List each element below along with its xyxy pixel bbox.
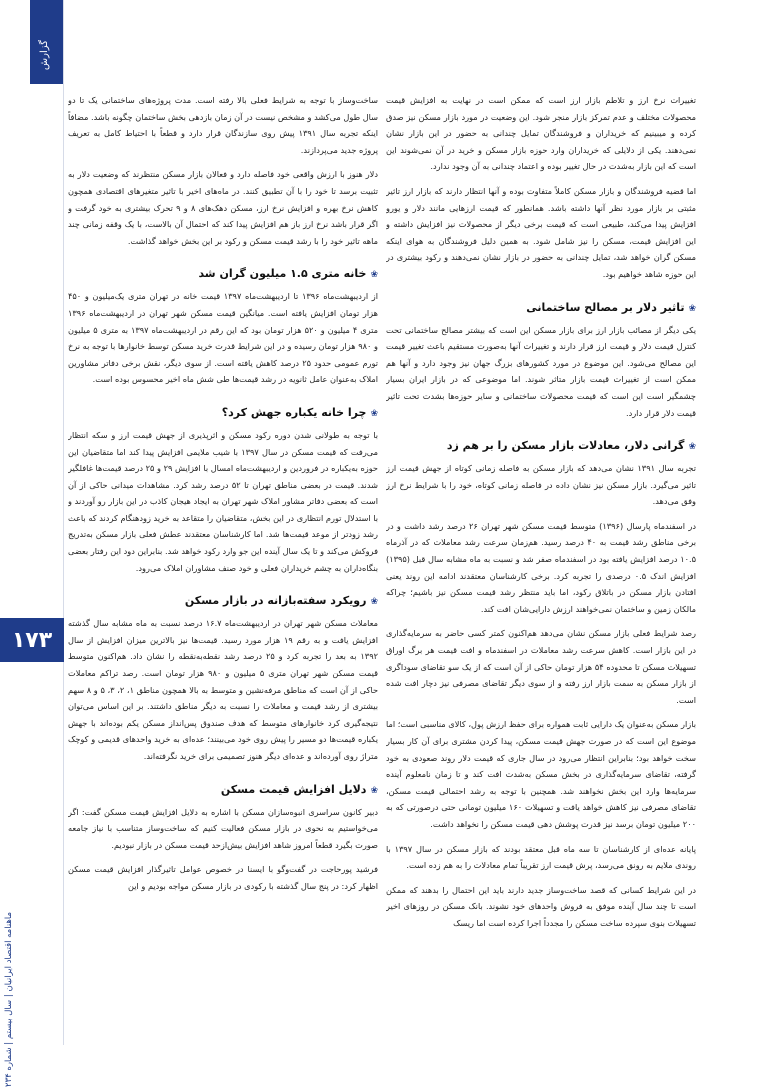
section-heading: ❀دلایل افزایش قیمت مسکن: [220, 782, 378, 796]
page-number-box: [0, 618, 64, 662]
paragraph: بازار مسکن به‌عنوان یک دارایی ثابت همواره برای حفظ ارزش پول، کالای مناسبی است؛ اما موضوع این است که در صورت جهش قیمت مسکن، پیدا کردن مشتری برای آن کار بسیار سخت خواهد بود؛ بنابراین انتظار می‌رود در سال جاری که قیمت دلار روند صعودی به خود گرفته، تقاضای سرمایه‌گذاری در بخش مسکن به‌شدت افت کند و تا زمان نامعلوم آینده سرمایه‌ها وارد این بخش نخواهند شد. همچنین با توجه به رشد احتمالی قیمت مسکن، تقاضای مصرفی نیز کاهش خواهد یافت و تسهیلات ۱۶۰ میلیون تومانی حتی درصورتی که به ۲۰۰ میلیون تومان برسد نیز قدرت پوشش دهی قیمت مسکن را نخواهد داشت.: [386, 719, 696, 829]
bullet-icon: ❀: [688, 442, 696, 453]
paragraph: از اردیبهشت‌ماه ۱۳۹۶ تا اردیبهشت‌ماه ۱۳۹۷ قیمت خانه در تهران متری یک‌میلیون و ۴۵۰ هزار تومان افزایش یافته است. میانگین قیمت مسکن شهر تهران در اردیبهشت‌ماه ۱۳۹۶ متری ۴ میلیون و ۵۲۰ هزار تومان بود که این رقم در اردیبهشت‌ماه ۱۳۹۷ به متری ۵ میلیون و ۹۸۰ هزار تومان رسیده و در این شرایط قدرت خرید مسکن توسط خانوارها با توجه به نرخ تورم عمومی حدود ۲۵ درصد کاهش یافته است. از سوی دیگر، نقش برخی دفاتر مشاورین املاک به‌عنوان عامل ثانویه در رشد قیمت‌ها طی شش ماه اخیر محسوس بوده است.: [68, 291, 378, 385]
paragraph: تجربه سال ۱۳۹۱ نشان می‌دهد که بازار مسکن به فاصله زمانی کوتاه از جهش قیمت ارز تاثیر می‌گیرد. بازار مسکن نیز نشان داده در فاصله زمانی کوتاه، خود را با شرایط نرخ ارز وفق می‌دهد.: [386, 463, 696, 507]
bullet-icon: ❀: [370, 408, 378, 419]
paragraph: دلار هنوز با ارزش واقعی خود فاصله دارد و فعالان بازار مسکن منتظرند که وضعیت دلار به تثبیت برسد تا خود را با آن تطبیق کنند. در ماه‌های اخیر با تاثیر متغیرهای اقتصادی همچون کاهش نرخ بهره و افزایش نرخ ارز، مسکن دهک‌های ۸ و ۹ تحرک بیشتری به خود گرفت و اگر قرار باشد نرخ ارز باز هم افزایش پیدا کند که احتمال آن بالاست، با یک وقفه زمانی چند ماهه تاثیر خود را با رشد قیمت مسکن و رکود بر این بخش خواهد گذاشت.: [68, 169, 378, 246]
section-tag: [30, 0, 64, 84]
paragraph: رصد شرایط فعلی بازار مسکن نشان می‌دهد هم‌اکنون کمتر کسی حاضر به سرمایه‌گذاری در این بازار است. کاهش سرعت رشد معاملات در اسفندماه و افت قیمت هر برگ اوراق تسهیلات مسکن تا محدوده ۵۴ هزار تومان حاکی از آن است که از یک سو تقاضای سوداگری از بازار مسکن به سمت بازار ارز رفته و از سوی دیگر تقاضای مصرفی نیز دچار افت شده است.: [386, 628, 696, 705]
paragraph: در این شرایط کسانی که قصد ساخت‌وساز جدید دارند باید این احتمال را بدهند که ممکن است تا چند سال آینده موفق به فروش واحدهای خود نشوند. بانک مسکن در روزهای اخیر تسهیلات بنوی سپرده ساخت مسکن را مجدداً اجرا کرده است اما ریسک: [386, 884, 696, 928]
page-number: ۱۷۳: [11, 628, 53, 653]
bullet-icon: ❀: [370, 597, 378, 608]
bullet-icon: ❀: [688, 303, 696, 314]
paragraph: ساخت‌وساز با توجه به شرایط فعلی بالا رفته است. مدت پروژه‌های ساختمانی یک تا دو سال طول می‌کشد و مشخص نیست در آن زمان بازدهی بخش ساختمان چگونه باشد. مضافاً اینکه تجربه سال ۱۳۹۱ پیش روی سازندگان قرار دارد و قطعاً با احتیاط کامل به تعریف پروژه جدید می‌پردازند.: [68, 95, 378, 155]
paragraph: یکی دیگر از مصائب بازار ارز برای بازار مسکن این است که بیشتر مصالح ساختمانی تحت کنترل قیمت دلار و قیمت ارز قرار دارند و تغییرات آنها به‌صورت مستقیم باعث تغییر قیمت این مصالح می‌شود. این موضوع در مورد کشورهای بزرگ جهان نیز وجود دارد و آنها هم ممکن است از تغییرات قیمت بازار متاثر شوند. اما موضوعی که در بازار ایران بسیار چشمگیر است این است که قیمت محصولات ساختمانی و سایر حوزه‌ها بشدت تحت تاثیر قیمت دلار قرار دارد.: [386, 324, 696, 418]
paragraph: تغییرات نرخ ارز و تلاطم بازار ارز است که ممکن است در نهایت به افزایش قیمت محصولات مختلف و عدم تمرکز بازار منجر شود. این وضعیت در مورد بازار مسکن نیز صدق کرده و میبینیم که خریداران و فروشندگان تمایل چندانی به حضور در این بازار نشان نمی‌دهند. یکی از دلایلی که خریداران وارد حوزه بازار مسکن و خرید در آن نمی‌شوند این است که این بازار به‌شدت در حال تغییر بوده و اعتماد چندانی به آن وجود ندارد.: [386, 95, 696, 172]
paragraph: فرشید پورحاجت در گفت‌وگو با ایسنا در خصوص عوامل تاثیرگذار افزایش قیمت مسکن اظهار کرد: در پنج سال گذشته با رکودی در بازار مسکن مواجه بودیم و این: [68, 864, 378, 891]
column-left: [68, 92, 378, 1037]
paragraph: پایانه عده‌ای از کارشناسان تا سه ماه قبل معتقد بودند که بازار مسکن در سال ۱۳۹۷ با روندی ملایم به رونق می‌رسد، پرش قیمت ارز تقریباً تمام معادلات را به هم زده است.: [386, 843, 696, 871]
bullet-icon: ❀: [370, 270, 378, 281]
journal-info-label: ماهنامه اقتصاد ایرانیان | سال بیستم | شماره ۲۳۴: [4, 911, 14, 1087]
section-heading: ❀گرانی دلار، معادلات بازار مسکن را بر هم زد: [446, 439, 696, 453]
section-heading: ❀رویکرد سفته‌بازانه در بازار مسکن: [184, 594, 378, 608]
column-right: [386, 92, 696, 1037]
paragraph: در اسفندماه پارسال (۱۳۹۶) متوسط قیمت مسکن شهر تهران ۲۶ درصد رشد داشت و در برخی مناطق رشد قیمت به ۴۰ درصد رسید. هم‌زمان سرعت رشد معاملات که در آذرماه ۱۰.۵ درصد افزایش یافته بود در اسفندماه صفر شد و نسبت به ماه مشابه سال قبل (۱۳۹۵) افزایش اندک ۰.۵ درصدی را تجربه کرد. برخی کارشناسان معتقدند ادامه این روند یعنی افتادن بازار مسکن در باتلاق رکود، اما باید منتظر رشد قیمت مسکن نیز باشیم؛ چراکه مالکان زمین و ساختمان نمی‌خواهند ارزش دارایی‌شان افت کند.: [386, 520, 696, 614]
section-heading: ❀چرا خانه یکباره جهش کرد؟: [221, 405, 378, 419]
section-heading: ❀تاثیر دلار بر مصالح ساختمانی: [526, 300, 696, 314]
paragraph: معاملات مسکن شهر تهران در اردیبهشت‌ماه ۱۶.۷ درصد نسبت به ماه مشابه سال گذشته افزایش یافت و به رقم ۱۹ هزار مورد رسید. قیمت‌ها نیز بالاترین میزان افزایش از سال ۱۳۹۲ به بعد را تجربه کرد و ۲۵ درصد رشد نقطه‌به‌نقطه را نشان داد. هم‌اکنون متوسط قیمت مسکن شهر تهران متری ۵ میلیون و ۹۸۰ هزار تومان است. رصد تراکم معاملات حاکی از آن است که مناطق مرفه‌نشین و متوسط به بالا همچون مناطق ۱، ۲، ۳، ۵ و ۸ سهم بیشتری از رشد قیمت و معاملات را نسبت به دیگر مناطق داشتند. بر این اساس می‌توان نتیجه‌گیری کرد خانوارهای متوسط که هدف صندوق پس‌انداز مسکن یکم بوده‌اند با جهش یکباره قیمت‌ها دو مسیر را پیش روی خود می‌بینند؛ عده‌ای به خرید واحدهای قدیمی و کوچک متراژ روی آورده‌اند و عده‌ای دیگر هنوز تصمیمی برای خرید نگرفته‌اند.: [68, 618, 378, 761]
paragraph: دبیر کانون سراسری انبوه‌سازان مسکن با اشاره به دلایل افزایش قیمت مسکن گفت: اگر می‌خواستیم به نحوی در بازار مسکن فعالیت کنیم که ساخت‌وساز متناسب با نیاز جامعه صورت بگیرد قطعاً امروز شاهد افزایش بیش‌ازحد قیمت مسکن در بازار نبودیم.: [68, 806, 378, 850]
section-heading: ❀خانه متری ۱.۵ میلیون گران شد: [198, 267, 378, 281]
paragraph: اما قضیه فروشندگان و بازار مسکن کاملاً متفاوت بوده و آنها انتظار دارند که بازار ارز تاثیر مثبتی بر بازار مورد نظر آنها داشته باشد. همانطور که قیمت ارزهایی مانند دلار و یورو افزایش پیدا می‌کند، طبیعی است که قیمت برخی دیگر از محصولات نیز افزایش داشته و این افزایش قیمت، مسکن را نیز شامل شود. به همین دلیل فروشندگان به هوای اینکه مسکن گران خواهد شد، تمایل چندانی به حضور در بازار نشان نمی‌دهند و رکود بیشتری در این حوزه شاهد خواهیم بود.: [386, 185, 696, 279]
margin-divider: [63, 0, 64, 1045]
section-tag-label: گزارش: [39, 40, 50, 71]
bullet-icon: ❀: [370, 785, 378, 796]
paragraph: با توجه به طولانی شدن دوره رکود مسکن و اثرپذیری از جهش قیمت ارز و سکه انتظار می‌رفت که قیمت مسکن در سال ۱۳۹۷ با شیب ملایمی افزایش پیدا کند اما متقاضیان این حوزه به‌یکباره در فروردین و اردیبهشت‌ماه امسال با افزایش ۲۹ و ۲۵ درصد قیمت‌ها غافلگیر شدند. قیمت در بعضی مناطق تهران تا ۵۲ درصد رشد کرد. مشاهدات میدانی حاکی از آن است که بعضی دفاتر مشاور املاک شهر تهران به ایجاد هیجان کاذب در این بازار رو آوردند و با استدلال تورم انتظاری در این بخش، متقاضیان را متقاعد به خرید زودهنگام کردند که باعث رشد زودتر از موعد قیمت‌ها شد. اما کارشناسان معتقدند عطش فعلی بازار مسکن به‌تدریج فروکش می‌کند و تا یک سال آینده این جو وارد رکود خواهد شد. بنابراین دود این رفتار بعضی بنگاه‌داران به چشم خریداران فعلی و خود صنف مشاوران املاک می‌رود.: [68, 429, 378, 573]
